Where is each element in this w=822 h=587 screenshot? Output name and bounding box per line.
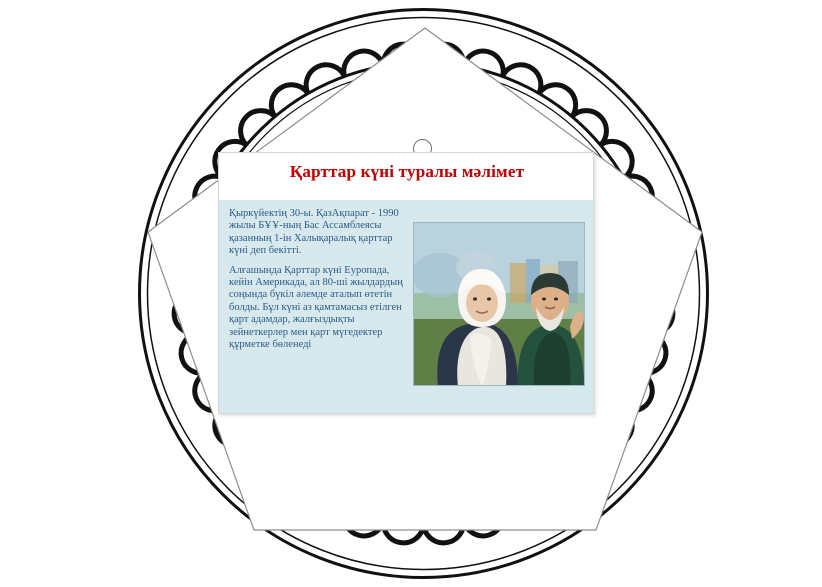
slide-body — [219, 200, 594, 414]
slide-paragraph-2: Алғашында Қарттар күні Еуропада, кейін Америкада, ал 80-ші жылдардың соңында бүкіл әлемде аталып өтетін болды. Бұл күні аз қамтамасыз етілген қарт адамдар, жалғыздықты зейнеткерлер мен қарт мүгедектер құрметке бөленеді — [229, 264, 403, 351]
slide-card — [218, 152, 594, 414]
elderly-kazakh-couple-photo — [413, 222, 585, 386]
slide-paragraph-1: Қыркүйектің 30-ы. ҚазАқпарат - 1990 жылы БҰҰ-ның Бас Ассамблеясы қазанның 1-ін Халықаралық қарттар күні деп бекітті. — [229, 208, 399, 257]
slide-text-column — [229, 208, 406, 358]
slide-title: Қарттар күні туралы мәлімет — [289, 162, 525, 181]
